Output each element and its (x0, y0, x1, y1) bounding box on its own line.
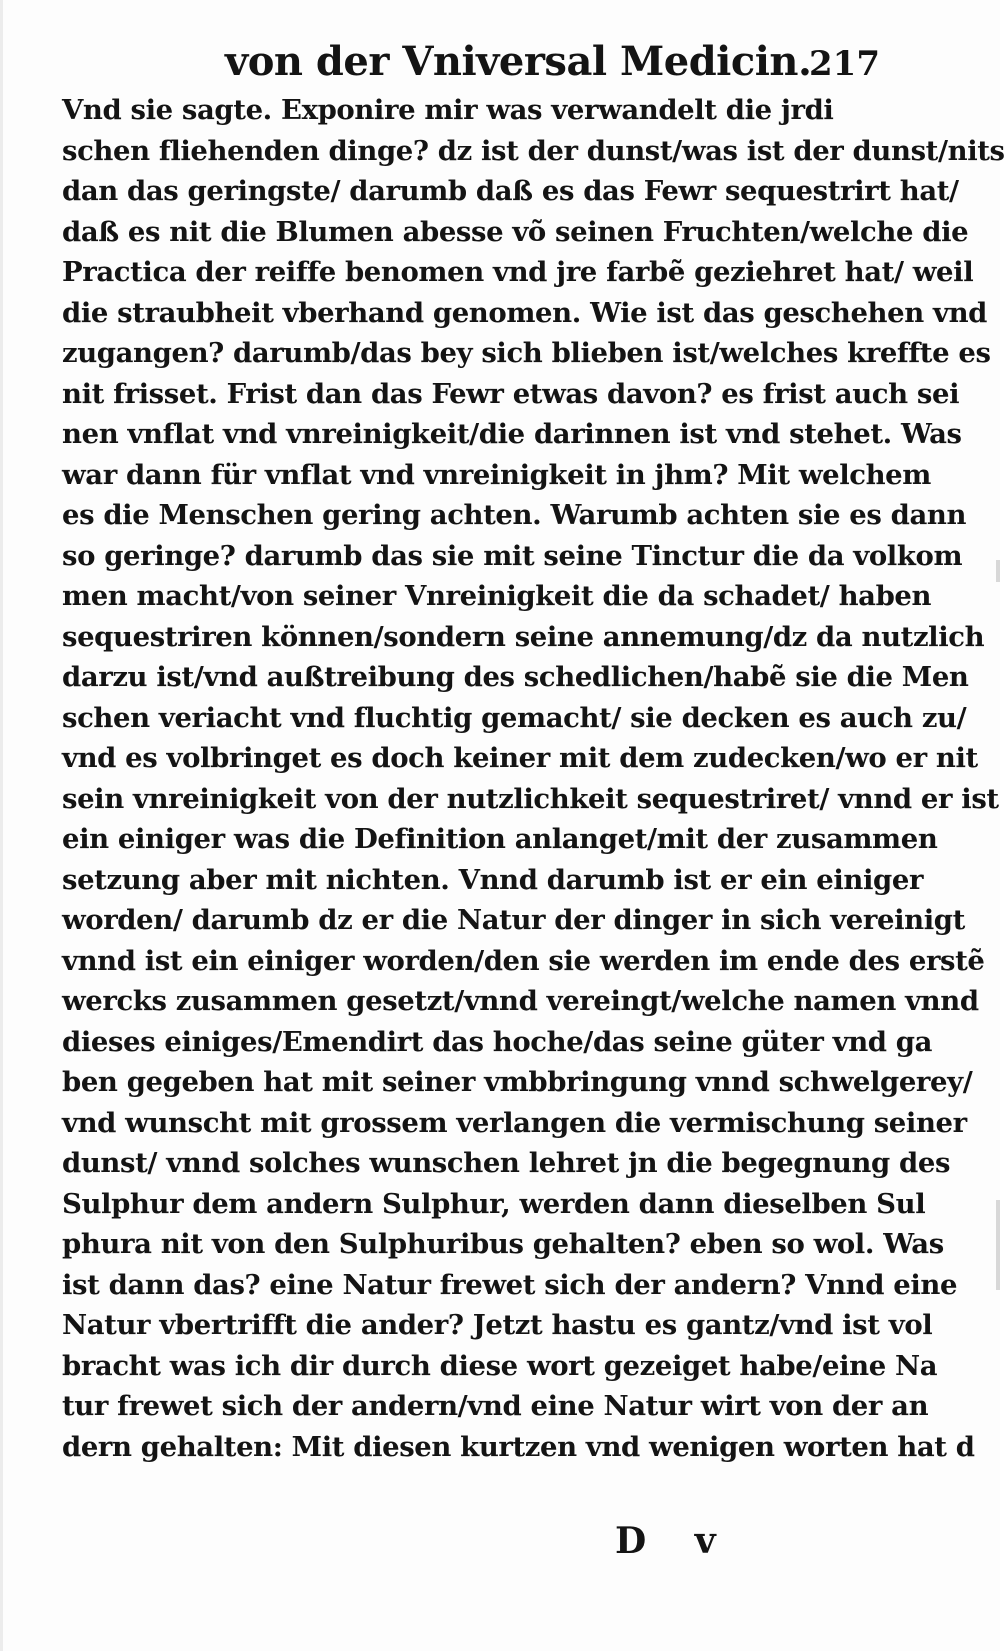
text-line: zugangen? darumb/das bey sich blieben ist/welches kreffte es (62, 337, 991, 369)
text-line: ben gegeben hat mit seiner vmbbringung vnnd schwelgerey/ (62, 1066, 973, 1098)
text-line: nit frisset. Frist dan das Fewr etwas davon? es frist auch sei (62, 377, 960, 410)
text-line: vnnd ist ein einiger worden/den sie werden im ende des erstẽ (62, 944, 985, 977)
text-line: daß es nit die Blumen abesse võ seinen Fruchten/welche die (62, 215, 969, 248)
text-line: dunst/ vnnd solches wunschen lehret jn die begegnung des (62, 1147, 951, 1179)
text-line: Vnd sie sagte. Exponire mir was verwandelt die jrdi (62, 94, 834, 126)
text-line: so geringe? darumb das sie mit seine Tinctur die da volkom (62, 539, 963, 572)
text-line: ein einiger was die Definition anlanget/mit der zusammen (62, 823, 938, 855)
text-line: ist dann das? eine Natur frewet sich der andern? Vnnd eine (62, 1268, 958, 1301)
text-line: vnd es volbringet es doch keiner mit dem zudecken/wo er nit (62, 742, 978, 774)
page-number: 217 (809, 44, 880, 84)
text-line: schen veriacht vnd fluchtig gemacht/ sie decken es auch zu/ (62, 701, 967, 734)
text-line: bracht was ich dir durch diese wort gezeiget habe/eine Na (62, 1349, 938, 1382)
text-line: setzung aber mit nichten. Vnnd darumb ist er ein einiger (62, 863, 924, 896)
text-line: vnd wunscht mit grossem verlangen die vermischung seiner (62, 1106, 967, 1139)
text-line: nen vnflat vnd vnreinigkeit/die darinnen ist vnd stehet. Was (62, 418, 962, 450)
text-line: es die Menschen gering achten. Warumb achten sie es dann (62, 499, 967, 531)
text-line: Sulphur dem andern Sulphur, werden dann dieselben Sul (62, 1187, 926, 1220)
page-header (60, 34, 880, 90)
scan-edge (0, 0, 3, 1651)
text-line: sein vnreinigkeit von der nutzlichkeit sequestriret/ vnnd er ist (62, 782, 999, 815)
text-line: Practica der reiffe benomen vnd jre farbẽ geziehret hat/ weil (62, 256, 974, 288)
text-line: dieses einiges/Emendirt das hoche/das seine güter vnd ga (62, 1025, 933, 1058)
text-line: schen fliehenden dinge? dz ist der dunst/was ist der dunst/nits (62, 134, 1005, 167)
text-line: phura nit von den Sulphuribus gehalten? eben so wol. Was (62, 1228, 944, 1260)
signature-mark: D v (615, 1520, 734, 1562)
margin-mark (996, 1200, 1000, 1290)
margin-mark (996, 560, 1000, 582)
text-line: tur frewet sich der andern/vnd eine Natur wirt von der an (62, 1390, 929, 1422)
text-line: Natur vbertrifft die ander? Jetzt hastu es gantz/vnd ist vol (62, 1309, 933, 1341)
body-text (62, 90, 1005, 1467)
text-line: die straubheit vberhand genomen. Wie ist das geschehen vnd (62, 296, 987, 329)
text-line: war dann für vnflat vnd vnreinigkeit in jhm? Mit welchem (62, 458, 931, 491)
text-line: darzu ist/vnd außtreibung des schedlichen/habẽ sie die Men (62, 661, 969, 693)
text-line: men macht/von seiner Vnreinigkeit die da schadet/ haben (62, 580, 932, 612)
text-line: dern gehalten: Mit diesen kurtzen vnd wenigen worten hat d (62, 1430, 975, 1463)
text-line: dan das geringste/ darumb daß es das Fewr sequestrirt hat/ (62, 175, 959, 207)
running-title: von der Vniversal Medicin. (225, 38, 812, 85)
text-line: worden/ darumb dz er die Natur der dinger in sich vereinigt (62, 904, 965, 936)
text-line: sequestriren können/sondern seine annemung/dz da nutzlich (62, 620, 985, 653)
text-line: wercks zusammen gesetzt/vnnd vereingt/welche namen vnnd (62, 985, 979, 1017)
